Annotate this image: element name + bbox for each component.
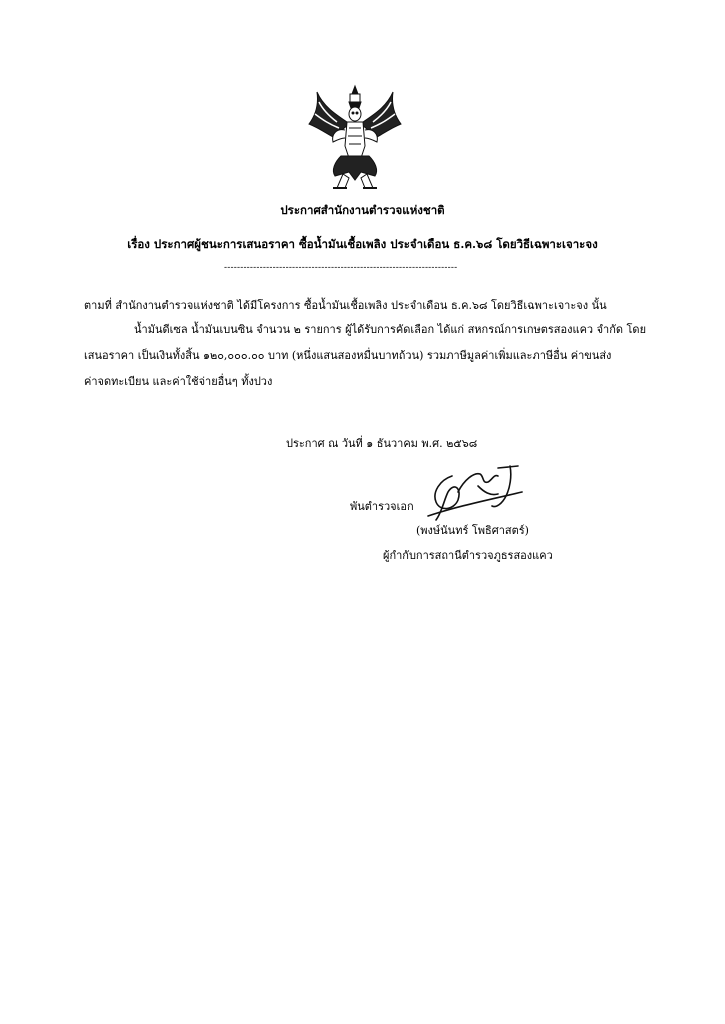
document-issuer: ประกาศสำนักงานตำรวจแห่งชาติ (280, 203, 445, 217)
body-line-3: เสนอราคา เป็นเงินทั้งสิ้น ๑๒๐,๐๐๐.๐๐ บาท (หนึ่งแสนสองหมื่นบาทถ้วน) รวมภาษีมูลค่าเพิ่มและภาษีอื่น ค่าขนส่ง (84, 349, 612, 362)
signer-name: (พงษ์นันทร์ โพธิศาสตร์) (416, 524, 529, 537)
announcement-date: ประกาศ ณ วันที่ ๑ ธันวาคม พ.ศ. ๒๕๖๘ (286, 437, 478, 450)
body-line-1: ตามที่ สำนักงานตำรวจแห่งชาติ ได้มีโครงการ ซื้อน้ำมันเชื้อเพลิง ประจำเดือน ธ.ค.๖๘ โดยวิธีเฉพาะเจาะจง นั้น (84, 299, 607, 312)
signer-position: ผู้กำกับการสถานีตำรวจภูธรสองแคว (383, 549, 553, 562)
document-subject: เรื่อง ประกาศผู้ชนะการเสนอราคา ซื้อน้ำมันเชื้อเพลิง ประจำเดือน ธ.ค.๖๘ โดยวิธีเฉพาะเจาะจง (127, 237, 598, 251)
handwritten-signature (418, 462, 528, 524)
separator-line: ------------------------------------------------------------------------ (224, 263, 458, 273)
garuda-emblem-icon (305, 84, 405, 192)
signer-rank: พันตำรวจเอก (350, 500, 414, 513)
body-line-2: น้ำมันดีเซล น้ำมันเบนซิน จำนวน ๒ รายการ ผู้ได้รับการคัดเลือก ได้แก่ สหกรณ์การเกษตรสองแคว จำกัด โดย (134, 323, 647, 336)
body-line-4: ค่าจดทะเบียน และค่าใช้จ่ายอื่นๆ ทั้งปวง (84, 375, 273, 388)
